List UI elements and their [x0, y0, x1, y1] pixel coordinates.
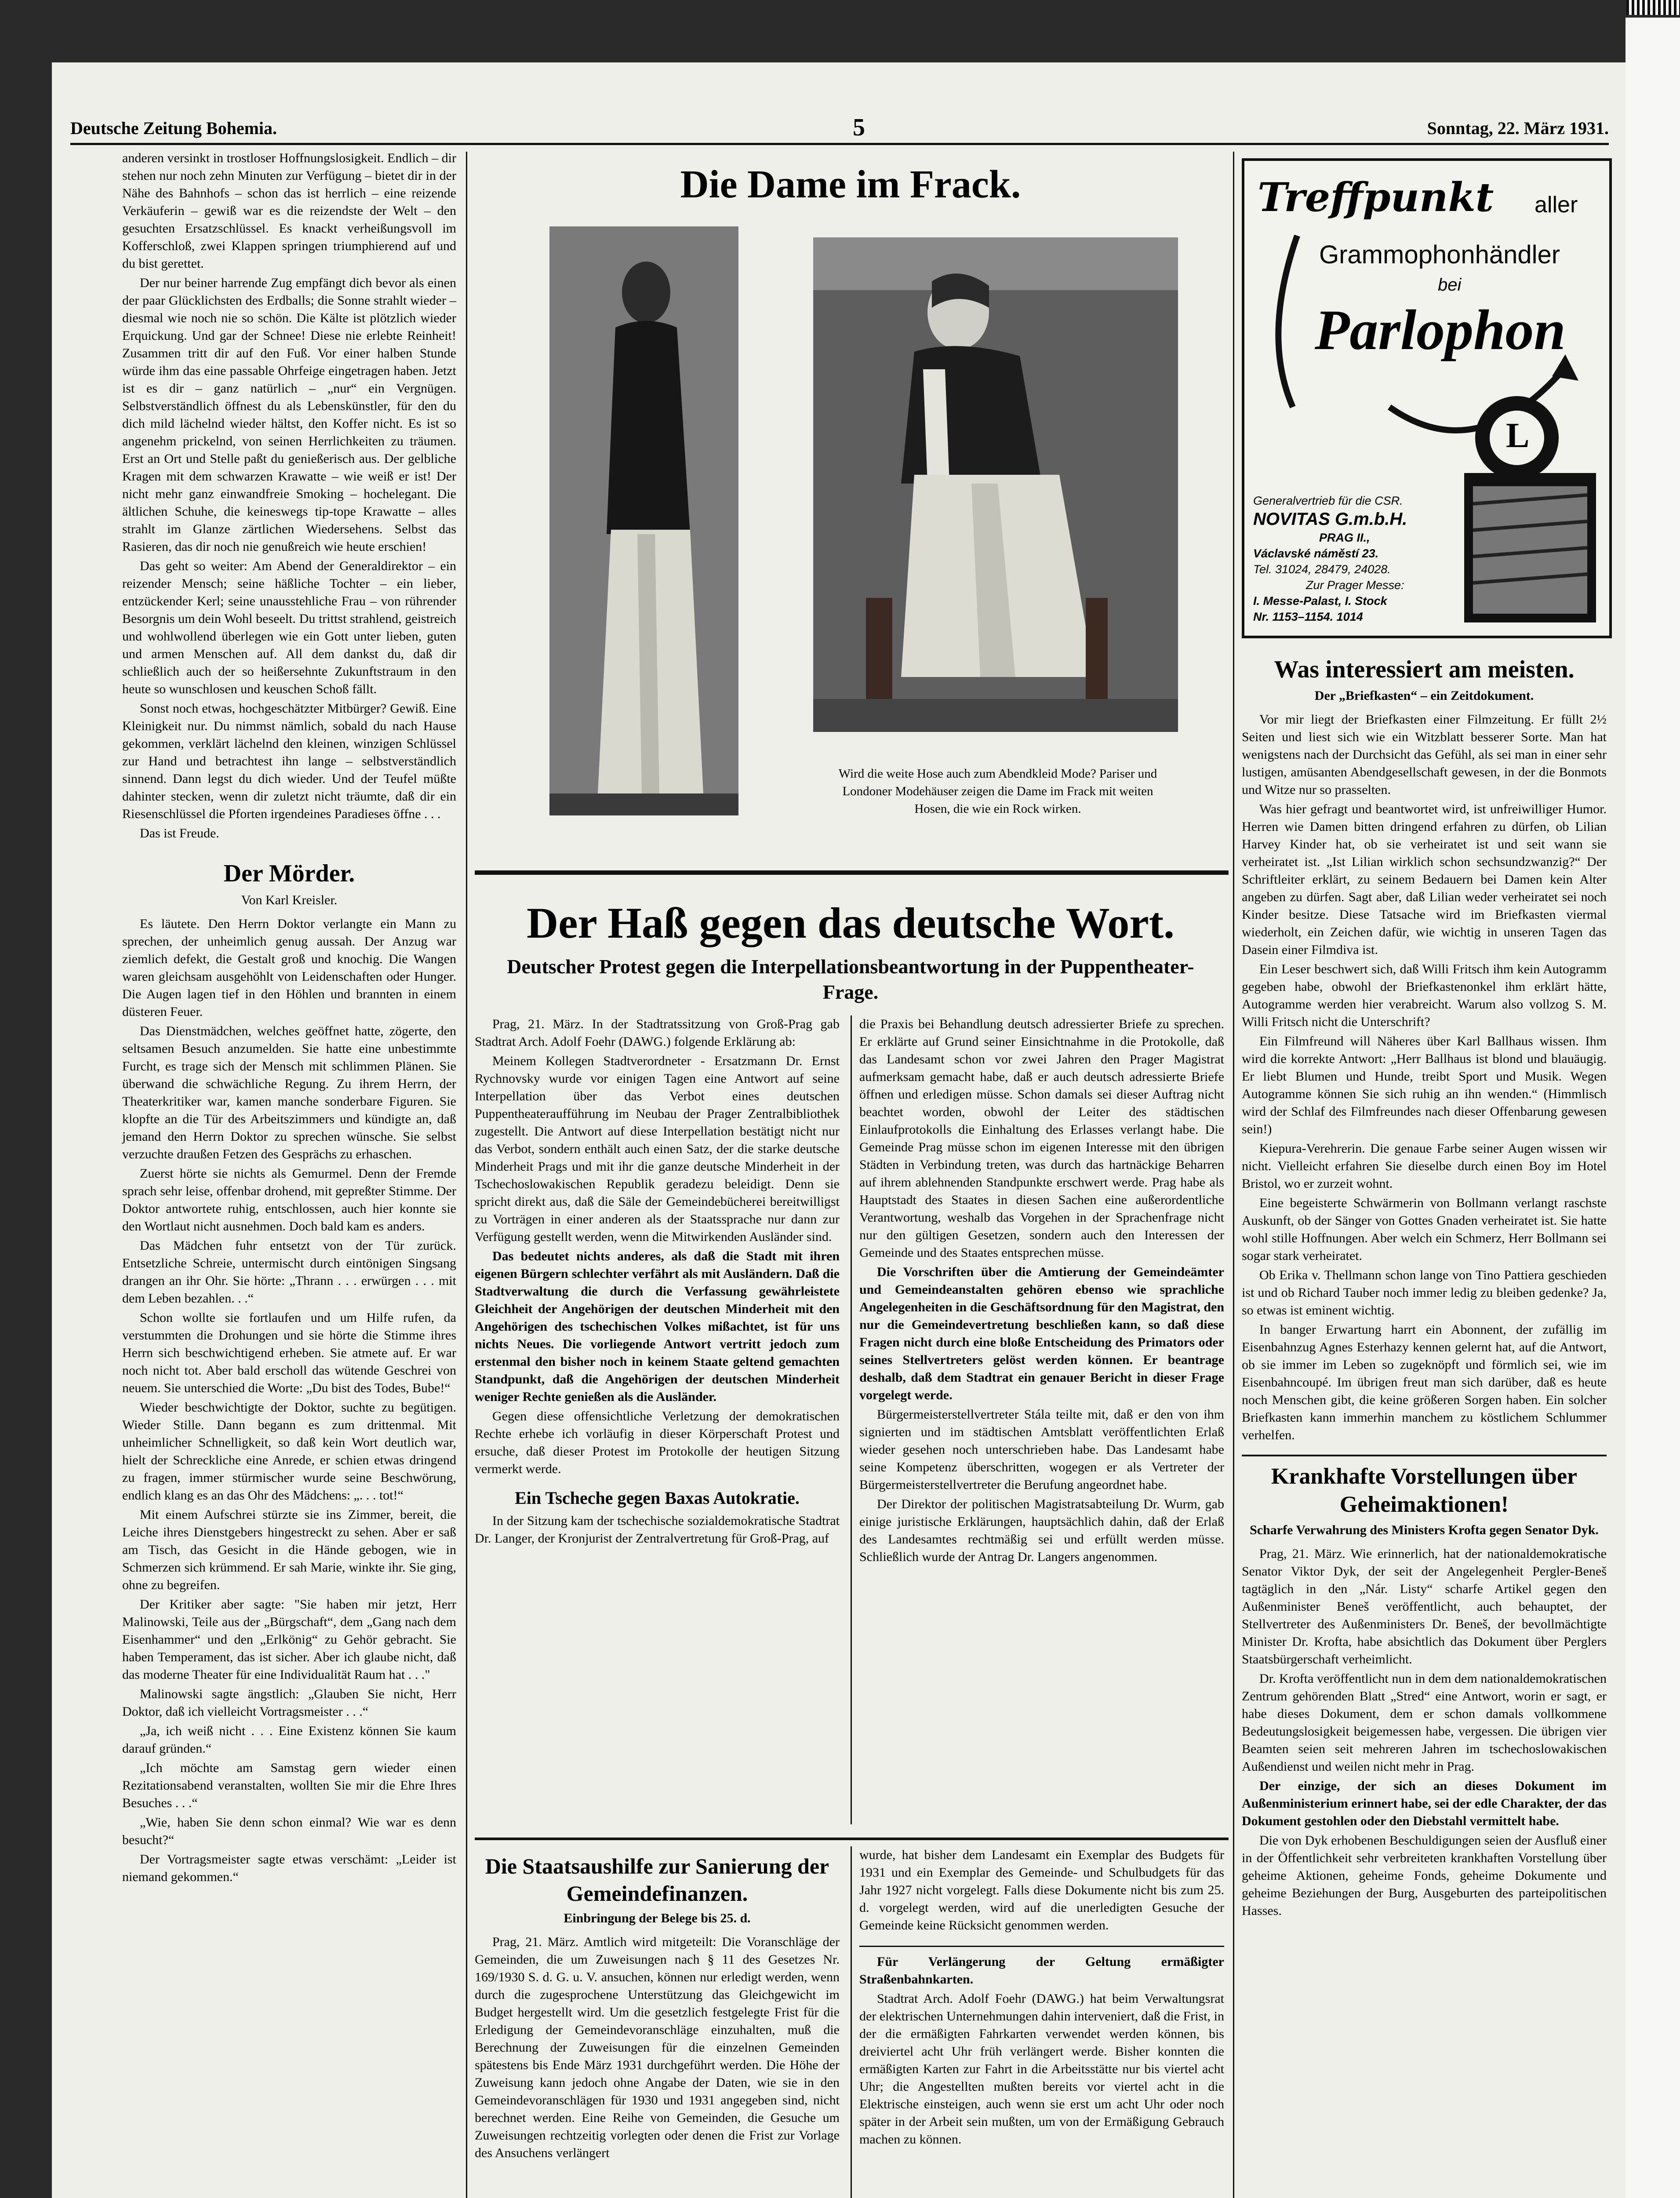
subheadline: Deutscher Protest gegen die Interpellationsbeantwortung in der Puppentheater-Frage. — [507, 955, 1194, 1003]
headline: Der Haß gegen das deutsche Wort. — [526, 899, 1175, 947]
ad-line: I. Messe-Palast, I. Stock — [1253, 594, 1387, 608]
photo-standing-woman — [549, 226, 738, 815]
ad-text-grammo: Grammophonhändler — [1319, 240, 1560, 269]
photo-seated-woman-art — [813, 237, 1178, 732]
paragraph: Es läutete. Den Herrn Doktor verlangte ein Mann zu sprechen, der unheimlich genug aussah. Der Anzug war ziemlich defekt, die Gestalt groß und knochig. Die Wangen waren gleichsam ausgehöhlt von Leidenschaften oder Hunger. Die Augen lagen tief in den Höhlen und brannten in einem düsteren Feuer. — [122, 917, 456, 1019]
photo-feature-title: Die Dame im Frack. — [680, 163, 1021, 206]
paragraph: Das geht so weiter: Am Abend der Generaldirektor – ein reizender Mensch; seine häßliche Tochter – ein lieber, entzückender Kerl; seine unausstehliche Frau – von rührender Besorgnis um dein Wohl beseelt. Du trittst strahlend, geistreich und wohlwollend überlegen wie ein Gott unter lieben, guten und armen Menschen auf. All dem dankst du, daß dir schließlich auch der so heißersehnte Zukunftstraum in den heute so wunschlosen und keuschen Schoß fällt. — [122, 559, 456, 696]
section-title: Die Staatsaushilfe zur Sanierung der Gemeindefinanzen. — [485, 1854, 829, 1906]
ad-line: Václavské náměstí 23. — [1253, 547, 1379, 560]
ad-script-text: Treffpunkt — [1258, 174, 1494, 221]
ad-line: PRAG II., — [1319, 531, 1370, 544]
paragraph: Ein Filmfreund will Näheres über Karl Ballhaus wissen. Ihm wird die korrekte Antwort: „Herr Ballhaus ist blond und blauäugig. Er liebt Blumen und Hunde, treibt Sport und Musik. Wegen Autogramme können Sie sich ruhig an ihn wenden.“ (Himmlisch wird der Schlaf des Filmfreundes nach dieser Offenbarung gewesen sein!) — [1242, 1034, 1607, 1136]
section-title: Für Verlängerung der Geltung ermäßigter Straßenbahnkarten. — [859, 1954, 1224, 1987]
paragraph: Das Mädchen fuhr entsetzt von der Tür zurück. Entsetzliche Schreie, untermischt durch eintönigen Singsang drangen an ihr Ohr. Sie hörte: „Thrann . . . erwürgen . . . mit dem Leben bezahlen. . .“ — [122, 1238, 456, 1306]
header-rule — [70, 143, 1609, 145]
paragraph: Ob Erika v. Thellmann schon lange von Tino Pattiera geschieden ist und ob Richard Tauber noch immer ledig zu bleiben gedenke? Ja, so etwas ist eminent wichtig. — [1242, 1268, 1607, 1317]
paragraph: Prag, 21. März. Wie erinnerlich, hat der nationaldemokratische Senator Viktor Dyk, der seit der Angelegenheit Pergler-Beneš tagtäglich in den „Nár. Listy“ scharfe Artikel gegen den Außenminister Beneš veröffentlicht, auch behauptet, der Stellvertreter des Außenministers Dr. Beneš, der bevollmächtigte Minister Dr. Krofta, habe absichtlich das Dokument über Perglers Staatsbürgerschaft verheimlicht. — [1242, 1547, 1607, 1667]
section-rule — [859, 1946, 1224, 1947]
paragraph: Gegen diese offensichtliche Verletzung der demokratischen Rechte erhebe ich vorläufig in dieser Körperschaft Protest und ersuche, daß dieser Protest im Protokolle der heutigen Sitzung vermerkt werde. — [475, 1409, 840, 1476]
scan-edge-strip — [1626, 0, 1680, 15]
section-rule — [475, 1838, 1229, 1840]
ad-line: Zur Prager Messe: — [1306, 579, 1404, 592]
ad-address-block — [1253, 493, 1460, 625]
paragraph: Der Kritiker aber sagte: "Sie haben mir jetzt, Herr Malinowski, Teile aus der „Bürgschaft“, dem „Gang nach dem Eisenhammer“ und den „Erlkönig“ zu Gehör gebracht. Sie haben Temperament, das ist sicher. Aber ich glaube nicht, daß das moderne Theater für eine Individualität Raum hat . . ." — [122, 1597, 456, 1682]
ad-text-aller: aller — [1535, 192, 1578, 218]
column-staats-right — [859, 1846, 1224, 2150]
paragraph: „Ich möchte am Samstag gern wieder einen Rezitationsabend veranstalten, wollten Sie mir die Ehre Ihres Besuches . . .“ — [122, 1761, 456, 1810]
paragraph: „Wie, haben Sie denn schon einmal? Wie war es denn besucht?“ — [122, 1815, 456, 1847]
ad-line: Nr. 1153–1154. 1014 — [1253, 610, 1363, 623]
paragraph: In banger Erwartung harrt ein Abonnent, der zufällig im Eisenbahnzug Agnes Esterhazy kennen gelernt hat, auf die Antwort, ob sie immer im Leben so zugeknöpft und förmlich sei, wie im Eisenbahncoupé. Im übrigen freut man sich darüber, daß es heute noch Menschen gibt, die keine größeren Sorgen haben. Ein solcher Briefkasten kann immerhin manchem zu köstlichem Schlummer verhelfen. — [1242, 1322, 1607, 1442]
paragraph: Ein Leser beschwert sich, daß Willi Fritsch ihm kein Autogramm gegeben habe, obwohl der Briefkastenonkel ihm erklärt hätte, Autogramme werden hier verabreicht. Warum also vollzog S. M. Willi Fritsch nicht die Unterschrift? — [1242, 962, 1607, 1029]
paragraph: Zuerst hörte sie nichts als Gemurmel. Denn der Fremde sprach sehr leise, offenbar drohend, mit gepreßter Stimme. Der Doktor antwortete ruhig, entschlossen, auch hier konnte sie den Wortlaut nicht ausnehmen. Doch bald kam es anders. — [122, 1166, 456, 1234]
paragraph: Malinowski sagte ängstlich: „Glauben Sie nicht, Herr Doktor, daß ich vielleicht Vortragsmeister . . .“ — [122, 1687, 456, 1719]
paragraph: Bürgermeisterstellvertreter Stála teilte mit, daß er den von ihm signierten und im städtischen Amtsblatt veröffentlichten Erlaß wieder gesehen noch unterschrieben habe. Das Landesamt habe seine Kompetenz überschritten, wogegen er als Vertreter der Bürgermeisterstellvertreter die Berufung angeordnet habe. — [859, 1407, 1224, 1492]
paragraph: Die von Dyk erhobenen Beschuldigungen seien der Ausfluß einer in der Öffentlichkeit sehr verbreiteten krankhaften Vorstellung über geheime Aktionen, geheime Fonds, geheime Dokumente und geheime Beziehungen der Burg, Ausgeburten des parteipolitischen Hasses. — [1242, 1833, 1607, 1918]
paragraph: In der Sitzung kam der tschechische sozialdemokratische Stadtrat Dr. Langer, der Kronjurist der Zentralvertretung für Groß-Prag, auf — [475, 1514, 840, 1546]
paragraph: Dr. Krofta veröffentlicht nun in dem dem nationaldemokratischen Zentrum gehörenden Blatt „Stred“ eine Antwort, worin er sagt, er habe dieses Dokument, dem er schon damals vollkommene Bedeutungslosigkeit beigemessen habe, vergessen. Die übrigen vier Beamten seien seit mehreren Jahren im tschechoslowakischen Außendienst und weilen nicht mehr in Prag. — [1242, 1671, 1607, 1774]
column-divider — [1233, 152, 1234, 2198]
column-divider — [466, 152, 467, 2198]
paragraph: Wieder beschwichtigte der Doktor, suchte zu begütigen. Wieder Stille. Dann begann es zum drittenmal. Mit unheimlicher Schnelligkeit, so daß kein Wort deutlich war, hielt der Schreckliche eine Anrede, er schien etwas dringend zu fragen, immer stürmischer wurde seine Beschwörung, endlich klang es an das Ohr des Mädchens: „. . . tot!“ — [122, 1400, 456, 1503]
ad-line: Tel. 31024, 28479, 24028. — [1253, 563, 1391, 576]
paragraph: Der nur beiner harrende Zug empfängt dich bevor als einen der paar Glücklichsten des Erdballs; die Sonne strahlt wieder – diesmal wie noch nie so schön. Die Kälte ist plötzlich wieder Erquickung. Und gar der Schnee! Diese nie erlebte Reinheit! Zusammen tritt dir auf den Fuß. Vor einer halben Stunde würde ihm das eine passable Ohrfeige eingetragen haben. Jetzt ist es dir – ganz natürlich – „nur“ ein Vergnügen. Selbstverständlich öffnest du als Lebenskünstler, für den du dich mild lächelnd wieder hältst, den Koffer nicht. Es ist so angenehm prickelnd, von seinen Herrlichkeiten zu träumen. Erst an Ort und Stelle paßt du genießerisch aus. Der gelbliche Kragen mit dem schwarzen Krawatte – wie weiß er ist! Der nicht mehr ganz einwandfreie Smoking – hochelegant. Die ältlichen Schuhe, die keineswegs tip-tope Krawatte – alles strahlt im Glanze zärtlichen Wiedersehens. Selbst das Rasieren, das dir noch nie genußreich wie heute erschien! — [122, 276, 456, 554]
ad-line: Generalvertrieb für die CSR. — [1253, 494, 1403, 507]
paragraph: Schon wollte sie fortlaufen und um Hilfe rufen, da verstummten die Drohungen und sie hörte die Stimme ihres Herrn sich beschwichtigend erheben. Sie atmete auf. Er war noch nicht tot. Aber bald erscholl das wütende Geschrei von neuem. Sie unterschied die Worte: „Du bist des Todes, Bube!“ — [122, 1310, 456, 1395]
paragraph-bold: Der einzige, der sich an dieses Dokument im Außenministerium erinnert habe, sei der edle Charakter, der das Dokument gestohlen oder den Diebstahl vermittelt habe. — [1242, 1779, 1607, 1828]
paragraph: Prag, 21. März. Amtlich wird mitgeteilt: Die Voranschläge der Gemeinden, die um Zuweisungen nach § 11 des Gesetzes Nr. 169/1930 S. d. G. u. V. ansuchen, können nur erledigt werden, wenn durch die zugesprochene Unterstützung das Gleichgewicht im Budget hergestellt wird. Um die gesetzlich festgelegte Frist für die Erledigung der Gemeindevoranschläge einzuhalten, muß die Berechnung der Zuweisungen für die einzelnen Gemeinden spätestens bis Ende März 1931 durchgeführt werden. Die Höhe der Zuweisung kann jedoch ohne Angabe der Daten, wie sie in den Gemeindevoranschlägen für 1930 und 1931 angegeben sind, nicht berechnet werden. Eine Reihe von Gemeinden, die Gesuche um Zuweisungen rechtzeitig vorlegten oder denen die Frist zur Vorlage des Ansuchens verlängert — [475, 1935, 840, 2160]
page-margin — [1625, 18, 1680, 2198]
paragraph: Sonst noch etwas, hochgeschätzter Mitbürger? Gewiß. Eine Kleinigkeit nur. Du nimmst nämlich, sobald du nach Hause gekommen, verklärt lächelnd den kleinen, winzigen Schlüssel zur Hand und betrachtest ihn lange – selbstverständlich sinnend. Dann legst du dich wieder. Und der Teufel müßte dahinter stecken, wenn dir zuletzt nicht träumte, daß dir ein Riesenschlüssel die Pforten irgendeines Paradieses öffne . . . — [122, 701, 456, 821]
ad-line: NOVITAS G.m.b.H. — [1253, 509, 1407, 529]
section-title: Krankhafte Vorstellungen über Geheimaktionen! — [1271, 1464, 1578, 1517]
paragraph: „Ja, ich weiß nicht . . . Eine Existenz können Sie kaum darauf gründen.“ — [122, 1724, 456, 1756]
column-divider — [851, 1015, 852, 1824]
column-right — [1242, 648, 1607, 1921]
paragraph-bold: Die Vorschriften über die Amtierung der Gemeindeämter und Gemeindeanstalten gehören ebenso wie sprachliche Angelegenheiten in die Geschäftsordnung für den Magistrat, den nur die Gemeindevertretung beschließen kann, so daß diese Fragen nicht durch eine bloße Entscheidung des Primators oder seines Stellvertreters gelöst werden können. Er beantrage deshalb, daß dem Stadtrat ein genauer Bericht in dieser Frage vorgelegt werde. — [859, 1265, 1224, 1402]
paragraph: Eine begeisterte Schwärmerin von Bollmann verlangt raschste Auskunft, ob der Sänger von Gottes Gnaden verheiratet ist. Sie hatte wohl stille Hoffnungen. Aber welch ein Schmerz, Herr Bollmann sei sogar stark verheiratet. — [1242, 1196, 1607, 1263]
column-hass-left — [475, 1015, 840, 1549]
photo-seated-woman — [813, 237, 1178, 732]
parlophon-advertisement — [1242, 158, 1612, 638]
issue-date: Sonntag, 22. März 1931. — [1427, 118, 1609, 138]
column-staats-left — [475, 1846, 840, 2164]
paragraph: Das Dienstmädchen, welches geöffnet hatte, zögerte, den seltsamen Besuch anzumelden. Sie hatte eine unbestimmte Furcht, es trage sich der Mensch mit schlimmen Plänen. Sie überwand die schwächliche Regung. Zu ihrem Herrn, der Theaterkritiker war, kamen manche sonderbare Figuren. Sie klopfte an die Tür des Arbeitszimmers und kündigte an, daß jemand den Herrn Doktor zu sprechen wünsche. Sie selbst verzuchte draußen Fetzen des Gesprächs zu erhaschen. — [122, 1024, 456, 1161]
paragraph: Mit einem Aufschrei stürzte sie ins Zimmer, bereit, die Leiche ihres Dienstgebers hingestreckt zu sehen. Aber er saß am Tisch, das Gesicht in die Hände gebogen, wie in Schmerzen sich krümmend. Er sah Marie, winkte ihr. Sie ging, ohne zu begreifen. — [122, 1507, 456, 1592]
section-title: Was interessiert am meisten. — [1274, 656, 1575, 683]
paragraph: Vor mir liegt der Briefkasten einer Filmzeitung. Er füllt 2½ Seiten und liest sich wie ein Witzblatt besserer Sorte. Man hat wenigstens nach der Durchsicht das Gefühl, als sei man in einer sehr lustigen, amüsanten Abendgesellschaft gewesen, in der die Bonmots und Witze nur so prasselten. — [1242, 712, 1607, 797]
paragraph: Stadtrat Arch. Adolf Foehr (DAWG.) hat beim Verwaltungsrat der elektrischen Unternehmungen dahin interveniert, daß die Frist, in der die ermäßigten Fahrkarten verwendet werden können, bis dreiviertel acht Uhr früh verlängert werde. Bisher konnten die ermäßigten Karten zur Fahrt in die Arbeitsstätte nur bis viertel acht Uhr; die Angestellten mußten bereits vor viertel acht in die Elektrische einsteigen, auch wenn sie erst um acht Uhr oder noch später in der Arbeit sein mußten, um von der Ermäßigung Gebrauch machen zu können. — [859, 1991, 1224, 2147]
section-subtitle: Scharfe Verwahrung des Ministers Krofta gegen Senator Dyk. — [1250, 1523, 1599, 1537]
paragraph: anderen versinkt in trostloser Hoffnungslosigkeit. Endlich – dir stehen nur noch zehn Minuten zur Verfügung – bietet dir in der Nähe des Bahnhofs – schon das ist herrlich – eine reizende Verkäuferin – gewiß war es die reizendste der Welt – den gesuchten Ersatzschlüssel. Es knackt verheißungsvoll im Kofferschloß, zwei Klappen springen triumphierend auf und du bist gerettet. — [122, 151, 456, 271]
ad-logo-letter: L — [1506, 416, 1530, 455]
paragraph: Das ist Freude. — [140, 826, 219, 841]
section-rule — [1242, 1455, 1607, 1456]
column-divider — [851, 1846, 852, 2198]
newspaper-name: Deutsche Zeitung Bohemia. — [70, 118, 277, 138]
paragraph: wurde, hat bisher dem Landesamt ein Exemplar des Budgets für 1931 und ein Exemplar des Gemeinde- und Schulbudgets für das Jahr 1927 nicht vorgelegt. Falls diese Dokumente nicht bis zum 25. d. vorgelegt werden, wird auf die unerledigten Gesuche der Gemeinde keine Rücksicht genommen werden. — [859, 1848, 1224, 1932]
page-number: 5 — [853, 114, 865, 141]
ad-brand: Parlophon — [1315, 298, 1566, 362]
photo-caption: Wird die weite Hose auch zum Abendkleid Mode? Pariser und Londoner Modehäuser zeigen die Dame im Frack mit weiten Hosen, die wie ein Rock wirken. — [838, 767, 1157, 816]
section-title: Ein Tscheche gegen Baxas Autokratie. — [515, 1488, 800, 1508]
column-hass-right — [859, 1015, 1224, 1568]
paragraph: Was hier gefragt und beantwortet wird, ist unfreiwilliger Humor. Herren wie Damen bitten dringend erfahren zu dürfen, ob Lilian Harvey Kinder hat, ob sie verheiratet ist und seit wann sie verheiratet ist. „Ist Lilian wirklich schon sechsundzwanzig?“ Der Schriftleiter erklärt, zu seinem Bedauern bei Damen kein Alter angeben zu dürfen. Sagt aber, daß Lilian weder verheiratet sei noch Kinder besitze. Diese Tatsache wird im Briefkasten viermal wiederholt, ein Zeichen dafür, wie wichtig in unseren Tagen das Dasein einer Filmdiva ist. — [1242, 802, 1607, 957]
ad-text-bei: bei — [1438, 275, 1462, 295]
paragraph: die Praxis bei Behandlung deutsch adressierter Briefe zu sprechen. Er erklärte auf Grund seiner Einsichtnahme in die Protokolle, daß das Landesamt schon vor zwei Jahren den Prager Magistrat aufmerksam gemacht habe, daß er auch deutsch adressierte Briefe öffnen und erledigen müsse. Schon damals sei dieser Auftrag nicht beachtet worden, obwohl der Leiter des städtischen Einlaufprotokolls die Einhaltung des Erlasses verlangt habe. Die Gemeinde Prag müsse schon im eigenen Interesse mit den übrigen Städten in Verbindung treten, was durch das hartnäckige Beharren auf ihrem ablehnenden Standpunkte erschwert werde. Prag habe als Hauptstadt des Staates in diesen Sachen eine außerordentliche Verantwortung, weshalb das Vorgehen in der Sprachenfrage nicht nur den gültigen Gesetzen, sondern auch den Interessen der Gemeinde und des Staates entsprechen müsse. — [859, 1017, 1224, 1260]
paragraph: Meinem Kollegen Stadtverordneter - Ersatzmann Dr. Ernst Rychnovsky wurde vor einigen Tagen eine Antwort auf seine Interpellation über das Verbot eines deutschen Puppentheateraufführung im Neubau der Prager Zentralbibliothek zugestellt. Die Antwort auf diese Interpellation bestätigt nicht nur das Verbot, sondern enthält auch einen Satz, der die starke deutsche Minderheit Prags und mit ihr die ganze deutsche Minderheit in der Tschechoslowakischen Republik geradezu beleidigt. Denn sie spricht direkt aus, daß die Säle der Gemeindebücherei bereitwilligst zu Vorträgen in einer anderen als der Staatssprache nur dann zur Verfügung gestellt werden, wenn die Mitwirkenden Ausländer sind. — [475, 1054, 840, 1244]
paragraph: Der Direktor der politischen Magistratsabteilung Dr. Wurm, gab einige juristische Erklärungen, hauptsächlich dahin, daß der Erlaß des Landesamtes rechtmäßig sei und erfüllt werden müsse. Schließlich wurde der Antrag Dr. Langers angenommen. — [859, 1497, 1224, 1564]
paragraph: Prag, 21. März. In der Stadtratssitzung von Groß-Prag gab Stadtrat Arch. Adolf Foehr (DAWG.) folgende Erklärung ab: — [475, 1017, 840, 1049]
byline: Von Karl Kreisler. — [241, 893, 338, 907]
column-feuilleton — [122, 149, 456, 1888]
paragraph: Der Vortragsmeister sagte etwas verschämt: „Leider ist niemand gekommen.“ — [122, 1852, 456, 1884]
section-subtitle: Der „Briefkasten“ – ein Zeitdokument. — [1314, 688, 1534, 703]
page-header — [70, 114, 1609, 141]
section-subtitle: Einbringung der Belege bis 25. d. — [564, 1911, 751, 1925]
section-rule — [475, 870, 1229, 875]
photo-standing-woman-art — [549, 226, 738, 815]
paragraph: Kiepura-Verehrerin. Die genaue Farbe seiner Augen wissen wir nicht. Vielleicht erfahren Sie dieselbe durch einen Boy im Hotel Bristol, wo er zurzeit wohnt. — [1242, 1141, 1607, 1191]
story-title: Der Mörder. — [223, 860, 355, 887]
paragraph-bold: Das bedeutet nichts anderes, als daß die Stadt mit ihren eigenen Bürgern schlechter verfährt als mit Ausländern. Daß die Stadtverwaltung die durch die Verfassung gewährleistete Gleichheit der Angehörigen der deutschen Minderheit mit den Angehörigen des tschechischen Volkes mißachtet, ist für uns nichts Neues. Die vorliegende Antwort vertritt jedoch zum erstenmal den bisher noch in keinem Staate geltend gemachten Standpunkt, daß die Angehörigen der deutschen Minderheit weniger Rechte genießen als die Ausländer. — [475, 1249, 840, 1404]
